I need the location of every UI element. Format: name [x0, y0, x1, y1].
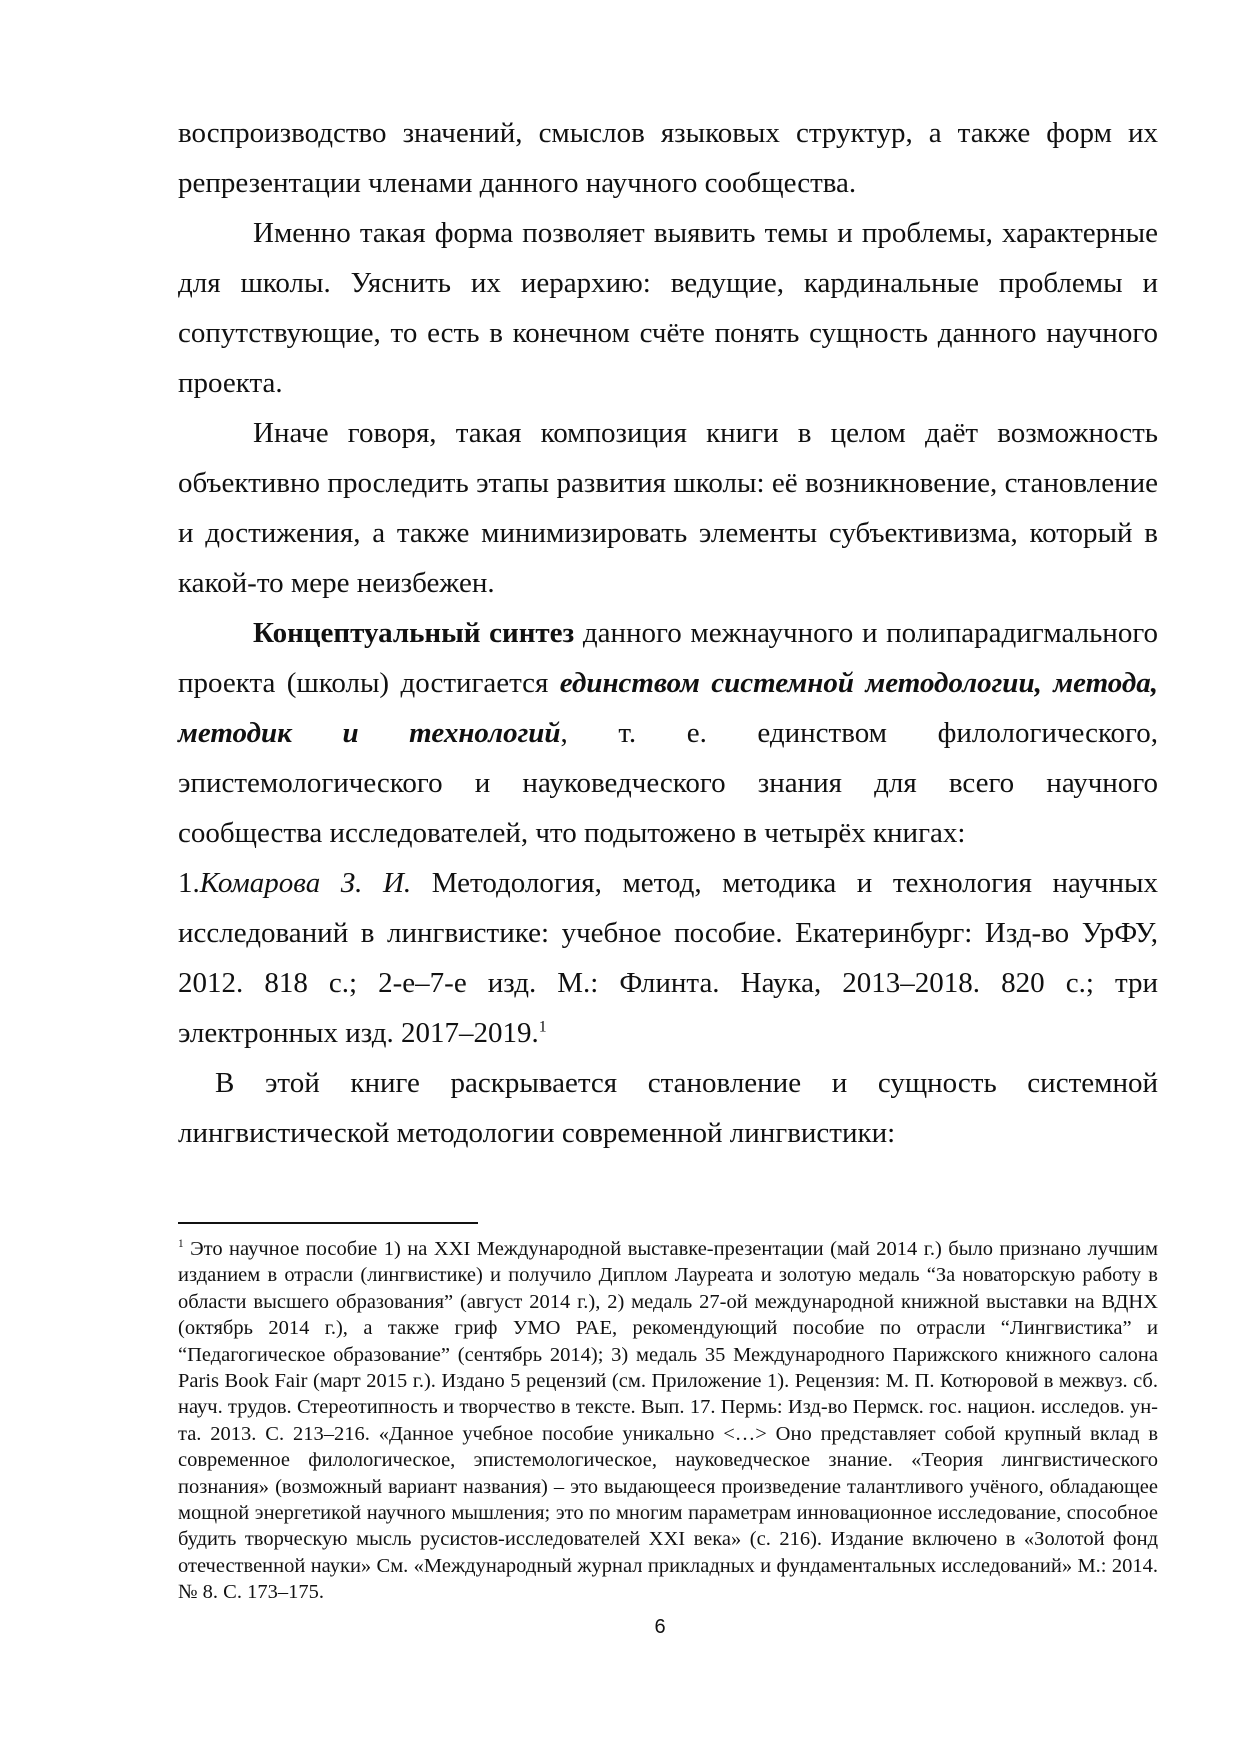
footnote-marker: 1 [178, 1238, 184, 1251]
main-text [178, 108, 1158, 1158]
paragraph-1: воспроизводство значений, смыслов языковых структур, а также форм их репрезентации членами данного научного сообщества. [178, 117, 1158, 199]
paragraph-4-text-a: данного межнаучного и полипарадигмального проекта (школы) достигается [178, 617, 1158, 699]
footnote-1 [178, 1236, 1158, 1606]
bold-italic-term: единством системной методологии, метода, методик и технологий [178, 667, 1158, 749]
book-author: Комарова З. И. [199, 867, 412, 899]
paragraph-2: Именно такая форма позволяет выявить темы и проблемы, характерные для школы. Уяснить их иерархию: ведущие, кардинальные проблемы и сопутствующие, то есть в конечном счёте понять сущность данного научного проекта. [178, 217, 1158, 399]
page-number: 6 [654, 1616, 666, 1638]
bold-term: Концептуальный синтез [253, 617, 575, 649]
paragraph-4-text-b: , т. е. единством филологического, эпистемологического и науковедческого знания для всего научного сообщества исследователей, что подытожено в четырёх книгах: [178, 717, 1158, 849]
book-number: 1. [178, 867, 200, 899]
book-entry-1 [178, 858, 1158, 1058]
book-citation: Методология, метод, методика и технология научных исследований в лингвистике: учебное пособие. Екатеринбург: Изд-во УрФУ, 2012. 818 с.; 2-е–7-е изд. М.: Флинта. Наука, 2013–2018. 820 с.; три электронных изд. 2017–2019. [178, 867, 1159, 1049]
footnote-text: Это научное пособие 1) на XXI Международной выставке-презентации (май 2014 г.) было признано лучшим изданием в отрасли (лингвистике) и получило Диплом Лауреата и золотую медаль “За новаторскую работу в области высшего образования” (август 2014 г.), 2) медаль 27-ой международной книжной выставки на ВДНХ (октябрь 2014 г.), а также гриф УМО РАЕ, рекомендующий пособие по отрасли “Лингвистика” и “Педагогическое образование” (сентябрь 2014); 3) медаль 35 Международного Парижского книжного салона Paris Book Fair (март 2015 г.). Издано 5 рецензий (см. Приложение 1). Рецензия: М. П. Котюровой в межвуз. сб. науч. трудов. Стереотипность и творчество в тексте. Вып. 17. Пермь: Изд-во Пермск. гос. национ. исследов. ун-та. 2013. С. 213–216. «Данное учебное пособие уникально <…> Оно представляет собой крупный вклад в современное филологическое, эпистемологическое, науковедческое знание. «Теория лингвистического познания» (возможный вариант названия) – это выдающееся произведение талантливого учёного, обладающее мощной энергетикой научного мышления; это по многим параметрам инновационное исследование, способное будить творческую мысль русистов-исследователей XXI века» (с. 216). Издание включено в «Золотой фонд отечественной науки» См. «Международный журнал прикладных и фундаментальных исследований» М.: 2014. № 8. С. 173–175. [178, 1238, 1158, 1604]
paragraph-4 [178, 608, 1158, 858]
footnote-separator [178, 1222, 478, 1224]
paragraph-3: Иначе говоря, такая композиция книги в целом даёт возможность объективно проследить этапы развития школы: её возникновение, становление и достижения, а также минимизировать элементы субъективизма, который в какой-то мере неизбежен. [178, 417, 1158, 599]
footnotes [178, 1236, 1158, 1606]
footnote-reference[interactable]: 1 [538, 1018, 547, 1036]
paragraph-6: В этой книге раскрывается становление и сущность системной лингвистической методологии современной лингвистики: [178, 1067, 1158, 1149]
